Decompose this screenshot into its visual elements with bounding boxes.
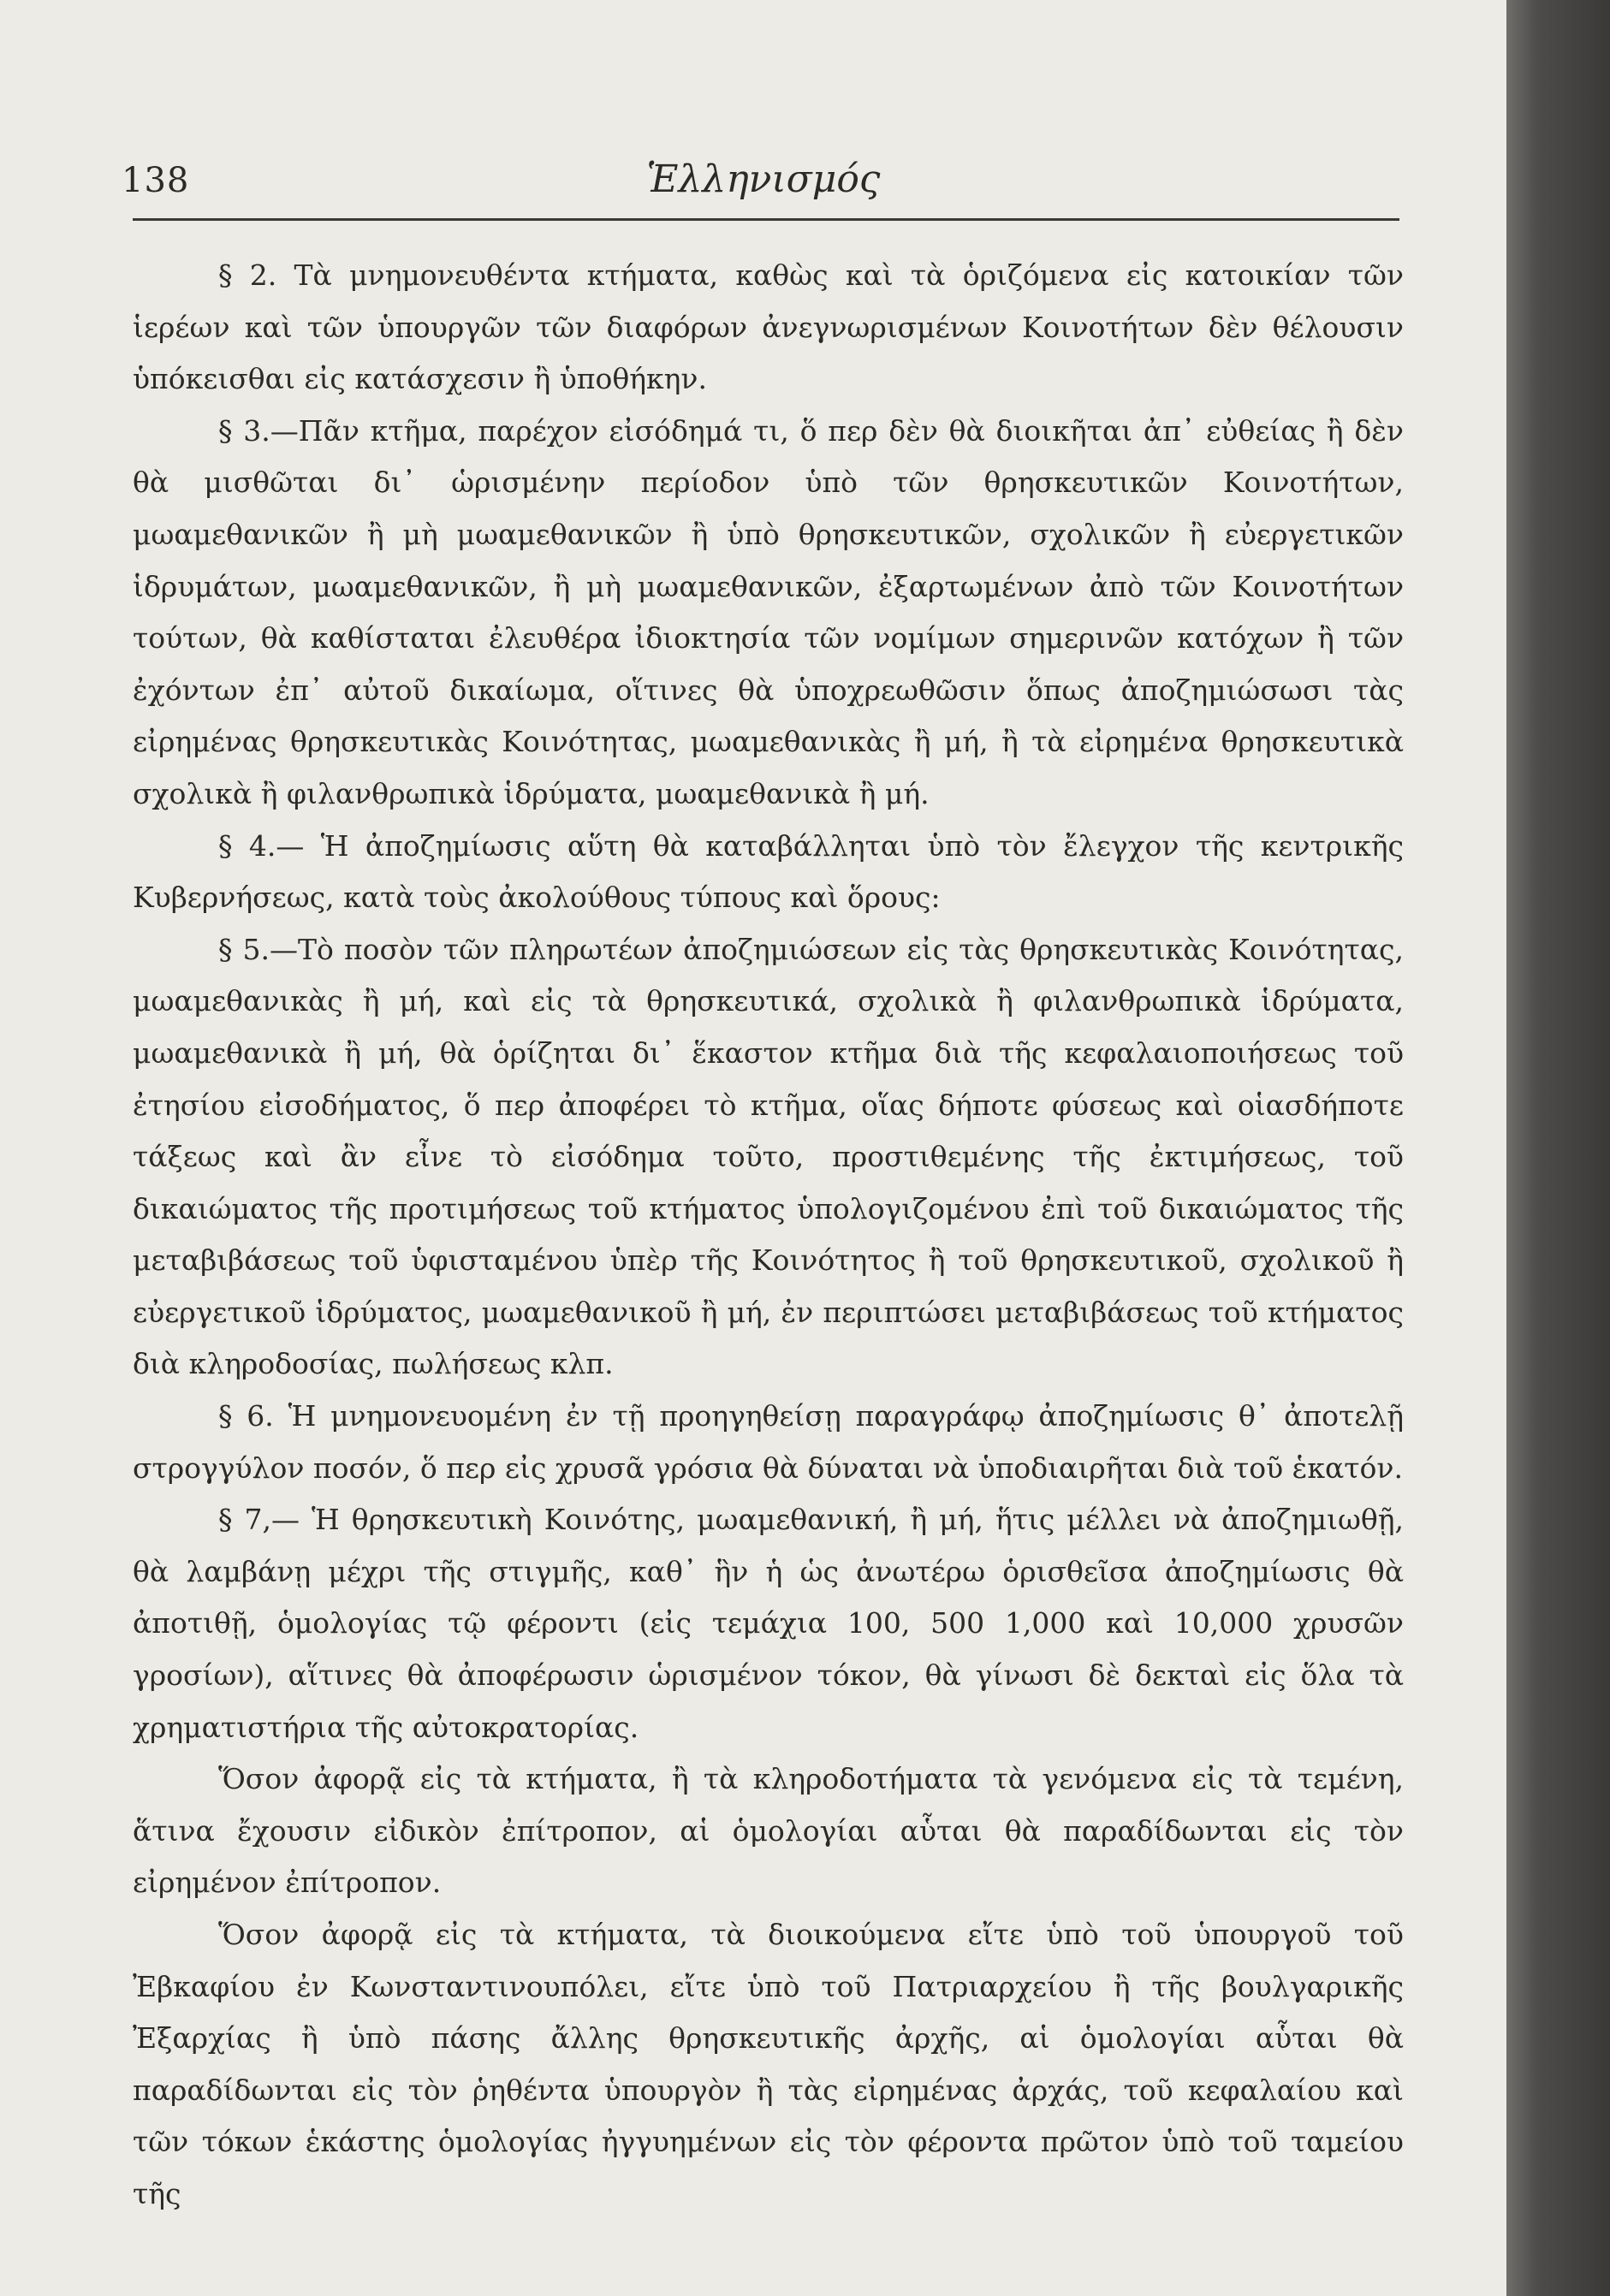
page-number: 138 [122, 161, 190, 200]
header-rule [133, 218, 1399, 221]
paragraph-section-4: § 4.— Ἡ ἀποζημίωσις αὕτη θὰ καταβάλληται ὑπὸ τὸν ἔλεγχον τῆς κεντρικῆς Κυβερνήσεως, κατὰ τοὺς ἀκολούθους τύπους καὶ ὅρους: [133, 828, 1404, 915]
paragraph-section-2: § 2. Τὰ μνημονευθέντα κτήματα, καθὼς καὶ τὰ ὁριζόμενα εἰς κατοικίαν τῶν ἱερέων καὶ τῶν ὑπουργῶν τῶν διαφόρων ἀνεγνωρισμένων Κοινοτήτων δὲν θέλουσιν ὑπόκεισθαι εἰς κατάσχεσιν ἢ ὑποθήκην. [133, 258, 1404, 396]
paragraph-section-5: § 5.—Τὸ ποσὸν τῶν πληρωτέων ἀποζημιώσεων εἰς τὰς θρησκευτικὰς Κοινότητας, μωαμεθανικὰς ἢ μή, καὶ εἰς τὰ θρησκευτικά, σχολικὰ ἢ φιλανθρωπικὰ ἱδρύματα, μωαμεθανικὰ ἢ μή, θὰ ὁρίζηται δι᾿ ἕκαστον κτῆμα διὰ τῆς κεφαλαιοποιήσεως τοῦ ἐτησίου εἰσοδήματος, ὅ περ ἀποφέρει τὸ κτῆμα, οἵας δήποτε φύσεως καὶ οἱασδήποτε τάξεως καὶ ἂν εἶνε τὸ εἰσόδημα τοῦτο, προστιθεμένης τῆς ἐκτιμήσεως, τοῦ δικαιώματος τῆς προτιμήσεως τοῦ κτήματος ὑπολογιζομένου ἐπὶ τοῦ δικαιώματος τῆς μεταβιβάσεως τοῦ ὑφισταμένου ὑπὲρ τῆς Κοινότητος ἢ τοῦ θρησκευτικοῦ, σχολικοῦ ἢ εὐεργετικοῦ ἱδρύματος, μωαμεθανικοῦ ἢ μή, ἐν περιπτώσει μεταβιβάσεως τοῦ κτήματος διὰ κληροδοσίας, πωλήσεως κλπ. [133, 932, 1404, 1381]
paragraph-section-7: § 7,— Ἡ θρησκευτικὴ Κοινότης, μωαμεθανική, ἢ μή, ἥτις μέλλει νὰ ἀποζημιωθῇ, θὰ λαμβάνῃ μέχρι τῆς στιγμῆς, καθ᾿ ἣν ἡ ὡς ἀνωτέρω ὁρισθεῖσα ἀποζημίωσις θὰ ἀποτιθῇ, ὁμολογίας τῷ φέροντι (εἰς τεμάχια 100, 500 1,000 καὶ 10,000 χρυσῶν γροσίων), αἵτινες θὰ ἀποφέρωσιν ὡρισμένον τόκον, θὰ γίνωσι δὲ δεκταὶ εἰς ὅλα τὰ χρηματιστήρια τῆς αὐτοκρατορίας. [133, 1503, 1404, 1744]
paragraph-section-6: § 6. Ἡ μνημονευομένη ἐν τῇ προηγηθείσῃ παραγράφῳ ἀποζημίωσις θ᾿ ἀποτελῇ στρογγύλον ποσόν, ὅ περ εἰς χρυσᾶ γρόσια θὰ δύναται νὰ ὑποδιαιρῆται διὰ τοῦ ἑκατόν. [133, 1399, 1404, 1485]
page-header [122, 154, 1405, 205]
paragraph-authorities: Ὅσον ἀφορᾷ εἰς τὰ κτήματα, τὰ διοικούμενα εἴτε ὑπὸ τοῦ ὑπουργοῦ τοῦ Ἐβκαφίου ἐν Κωνσταντινουπόλει, εἴτε ὑπὸ τοῦ Πατριαρχείου ἢ τῆς βουλγαρικῆς Ἐξαρχίας ἢ ὑπὸ πάσης ἄλλης θρησκευτικῆς ἀρχῆς, αἱ ὁμολογίαι αὗται θὰ παραδίδωνται εἰς τὸν ῥηθέντα ὑπουργὸν ἢ τὰς εἰρημένας ἀρχάς, τοῦ κεφαλαίου καὶ τῶν τόκων ἑκάστης ὁμολογίας ἠγγυημένων εἰς τὸν φέροντα πρῶτον ὑπὸ τοῦ ταμείου τῆς [133, 1918, 1404, 2210]
scanner-background [1506, 0, 1610, 2296]
running-title: Ἑλληνισμός [646, 157, 881, 201]
body-text [133, 250, 1404, 2221]
paragraph-mosques: Ὅσον ἀφορᾷ εἰς τὰ κτήματα, ἢ τὰ κληροδοτήματα τὰ γενόμενα εἰς τὰ τεμένη, ἅτινα ἔχουσιν εἰδικὸν ἐπίτροπον, αἱ ὁμολογίαι αὗται θὰ παραδίδωνται εἰς τὸν εἰρημένον ἐπίτροπον. [133, 1762, 1404, 1900]
paragraph-section-3: § 3.—Πᾶν κτῆμα, παρέχον εἰσόδημά τι, ὅ περ δὲν θὰ διοικῆται ἀπ᾿ εὐθείας ἢ δὲν θὰ μισθῶται δι᾿ ὡρισμένην περίοδον ὑπὸ τῶν θρησκευτικῶν Κοινοτήτων, μωαμεθανικῶν ἢ μὴ μωαμεθανικῶν ἢ ὑπὸ θρησκευτικῶν, σχολικῶν ἢ εὐεργετικῶν ἱδρυμάτων, μωαμεθανικῶν, ἢ μὴ μωαμεθανικῶν, ἐξαρτωμένων ἀπὸ τῶν Κοινοτήτων τούτων, θὰ καθίσταται ἐλευθέρα ἰδιοκτησία τῶν νομίμων σημερινῶν κατόχων ἢ τῶν ἐχόντων ἐπ᾿ αὐτοῦ δικαίωμα, οἵτινες θὰ ὑποχρεωθῶσιν ὅπως ἀποζημιώσωσι τὰς εἰρημένας θρησκευτικὰς Κοινότητας, μωαμεθανικὰς ἢ μή, ἢ τὰ εἰρημένα θρησκευτικὰ σχολικὰ ἢ φιλανθρωπικὰ ἱδρύματα, μωαμεθανικὰ ἢ μή. [133, 413, 1404, 810]
